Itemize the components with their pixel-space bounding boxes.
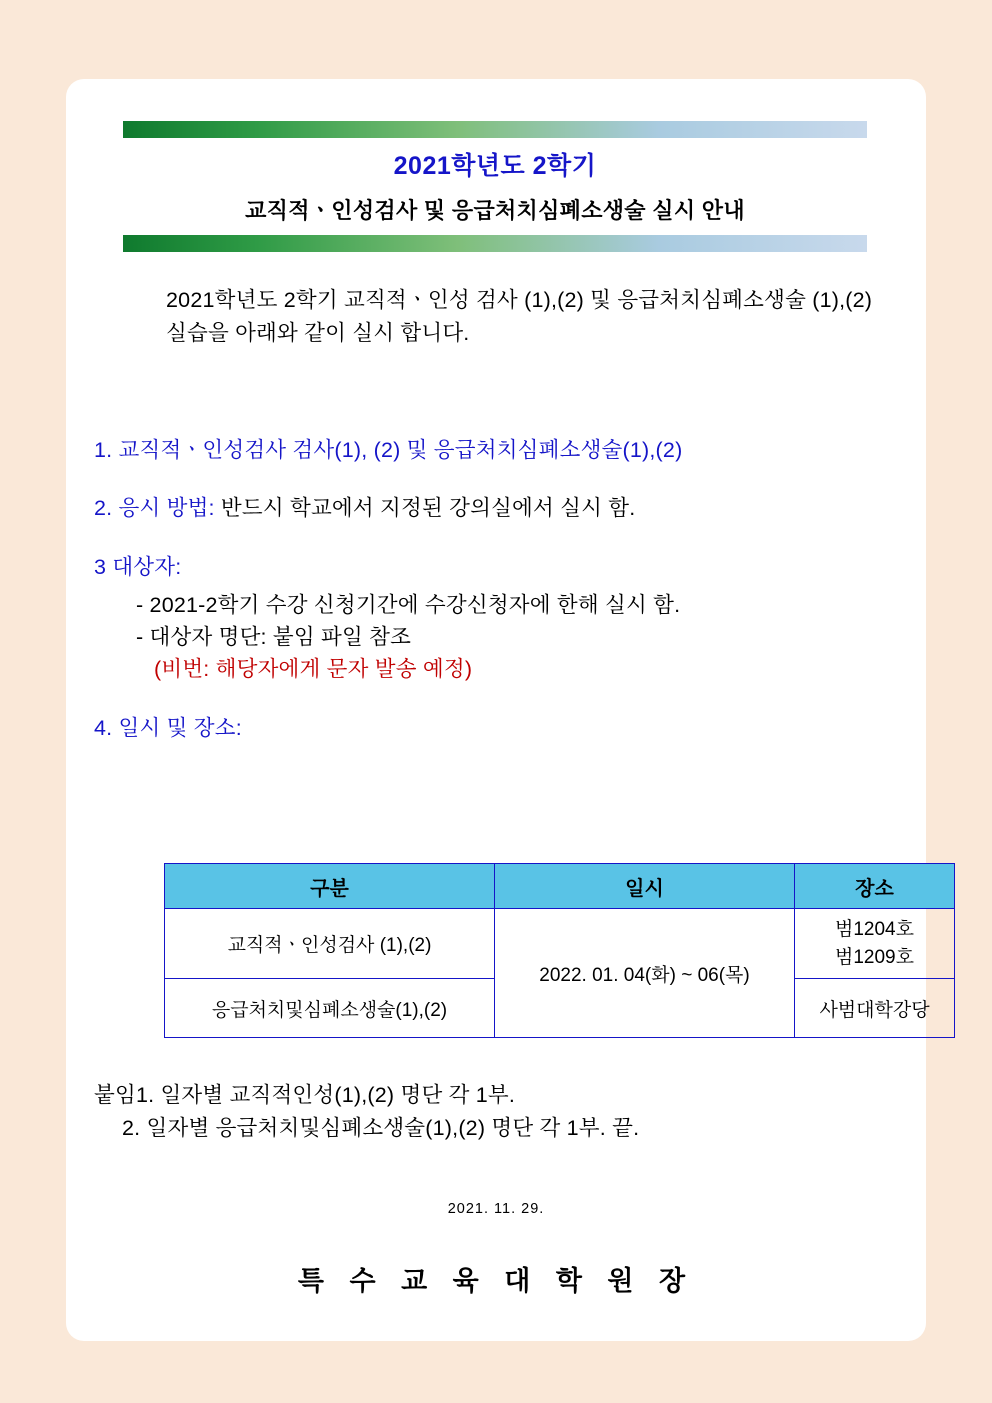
item-list <box>94 434 904 770</box>
table-header-datetime: 일시 <box>495 864 795 909</box>
document-page <box>66 79 930 1341</box>
list-item-3-lead: 3 대상자: <box>94 554 182 579</box>
table-cell-place-1: 범1204호 범1209호 <box>795 909 955 979</box>
list-item-3 <box>94 551 904 686</box>
table-header-row <box>165 864 955 909</box>
list-item-1 <box>94 434 904 466</box>
table-cell-category-2: 응급처치및심폐소생술(1),(2) <box>165 979 495 1038</box>
table-cell-category-1: 교직적ㆍ인성검사 (1),(2) <box>165 909 495 979</box>
page-title: 2021학년도 2학기 <box>393 152 597 180</box>
list-item-2-rest: 반드시 학교에서 지정된 강의실에서 실시 함. <box>214 496 636 521</box>
table-cell-place-2: 사범대학강당 <box>795 979 955 1038</box>
schedule-table <box>164 863 955 1038</box>
schedule-table-wrapper <box>164 863 954 1038</box>
intro-paragraph: 2021학년도 2학기 교직적ㆍ인성 검사 (1),(2) 및 응급처치심폐소생술 (1),(2) 실습을 아래와 같이 실시 합니다. <box>166 288 873 346</box>
list-item-4-lead: 4. 일시 및 장소: <box>94 715 242 740</box>
list-item-2-lead: 2. 응시 방법: <box>94 496 215 521</box>
attachment-line-1: 붙임1. 일자별 교직적인성(1),(2) 명단 각 1부. <box>94 1083 516 1107</box>
document-signature: 특 수 교 육 대 학 원 장 <box>297 1266 695 1296</box>
list-item-2 <box>94 492 904 524</box>
attachments-block <box>94 1079 914 1146</box>
table-row <box>165 909 955 979</box>
header-gradient-bar-bottom <box>123 235 867 252</box>
list-item-3-note: (비번: 해당자에게 문자 발송 예정) <box>154 657 473 682</box>
header-gradient-bar-top <box>123 121 867 138</box>
table-header-place: 장소 <box>795 864 955 909</box>
attachment-line-2: 2. 일자별 응급처치및심폐소생술(1),(2) 명단 각 1부. 끝. <box>122 1116 640 1141</box>
list-item-3-sub-1: - 2021-2학기 수강 신청기간에 수강신청자에 한해 실시 함. <box>136 592 681 617</box>
list-item-1-lead: 1. 교직적ㆍ인성검사 검사(1), (2) 및 응급처치심폐소생술(1),(2) <box>94 438 683 462</box>
document-header <box>123 121 867 252</box>
list-item-3-sub-2: - 대상자 명단: 붙임 파일 참조 <box>136 625 412 649</box>
title-area <box>123 138 867 235</box>
list-item-4 <box>94 712 904 744</box>
document-date: 2021. 11. 29. <box>447 1201 545 1217</box>
table-header-category: 구분 <box>165 864 495 909</box>
list-item-3-sublist <box>136 589 904 686</box>
page-subtitle: 교직적ㆍ인성검사 및 응급처치심폐소생술 실시 안내 <box>245 197 745 223</box>
table-cell-datetime: 2022. 01. 04(화) ~ 06(목) <box>495 909 795 1038</box>
document-body <box>66 79 930 1341</box>
